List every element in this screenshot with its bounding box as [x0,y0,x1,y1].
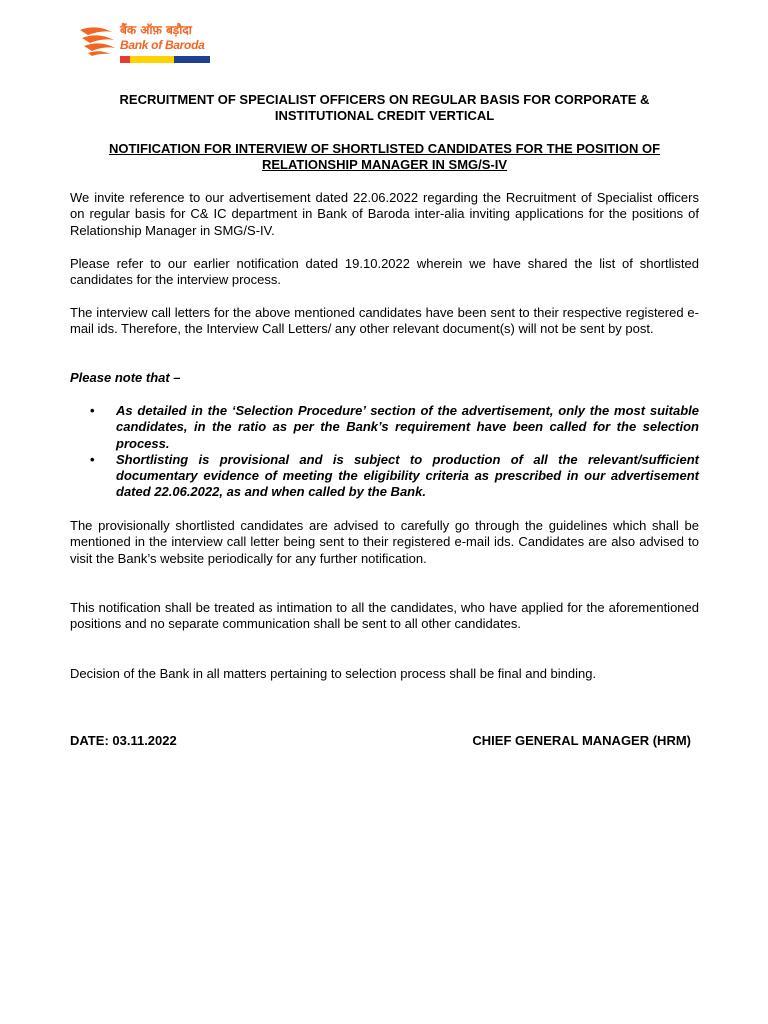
reference-paragraph: We invite reference to our advertisement dated 22.06.2022 regarding the Recruitment of Specialist officers on regular basis for C& IC department in Bank of Baroda inter-alia inviting applications for the positions of Relationship Manager in SMG/S-IV. [70,190,699,238]
paragraph-6 [70,666,699,682]
note-text: As detailed in the ‘Selection Procedure’ section of the advertisement, only the most suitable candidates, in the ratio as per the Bank’s requirement have been called for the selection process. [116,403,699,451]
earlier-notification-paragraph: Please refer to our earlier notification dated 19.10.2022 wherein we have shared the list of shortlisted candidates for the interview process. [70,256,699,288]
call-letters-paragraph: The interview call letters for the above mentioned candidates have been sent to their respective registered e-mail ids. Therefore, the Interview Call Letters/ any other relevant document(s) will not be sent by post. [70,305,699,337]
logo-hindi-text: बैंक ऑफ़ बड़ौदा [120,23,192,37]
date-label: DATE [70,733,105,748]
bullet-icon: • [90,403,95,418]
paragraph-3 [70,305,699,338]
logo-color-strip [120,56,210,63]
intimation-paragraph: This notification shall be treated as intimation to all the candidates, who have applied for the aforementioned positions and no separate communication shall be sent to all other candidates. [70,600,699,632]
list-item [70,452,699,501]
document-subtitle [70,141,699,174]
signatory-title: CHIEF GENERAL MANAGER (HRM) [472,733,691,748]
note-text: Shortlisting is provisional and is subject to production of all the relevant/sufficient documentary evidence of meeting the eligibility criteria as prescribed in our advertisement dated 22.06.2022, as and when called by the Bank. [116,451,699,500]
bullet-icon: • [90,451,95,467]
paragraph-4 [70,518,699,567]
note-lead [70,370,699,386]
decision-paragraph: Decision of the Bank in all matters pertaining to selection process shall be final and binding. [70,666,597,681]
date-block [70,733,177,749]
page-title: RECRUITMENT OF SPECIALIST OFFICERS ON REGULAR BASIS FOR CORPORATE & INSTITUTIONAL CREDIT VERTICAL [119,92,650,124]
guidelines-paragraph: The provisionally shortlisted candidates are advised to carefully go through the guidelines which shall be mentioned in the interview call letter being sent to their registered e-mail ids. Candidates are also advised to visit the Bank’s website periodically for any further notification. [70,518,699,566]
paragraph-1 [70,190,699,239]
list-item [70,403,699,452]
notes-list [70,403,699,501]
date-value: : 03.11.2022 [104,733,177,748]
please-note-label: Please note that – [70,370,181,385]
document-title [70,92,699,125]
bank-of-baroda-logo-icon [78,26,116,56]
logo-english-text: Bank of Baroda [120,38,205,52]
bank-logo [78,23,210,69]
paragraph-2 [70,256,699,289]
notification-heading: NOTIFICATION FOR INTERVIEW OF SHORTLISTED CANDIDATES FOR THE POSITION OF RELATIONSHIP MANAGER IN SMG/S-IV [108,141,661,173]
paragraph-5 [70,600,699,633]
signature-row [70,733,691,749]
